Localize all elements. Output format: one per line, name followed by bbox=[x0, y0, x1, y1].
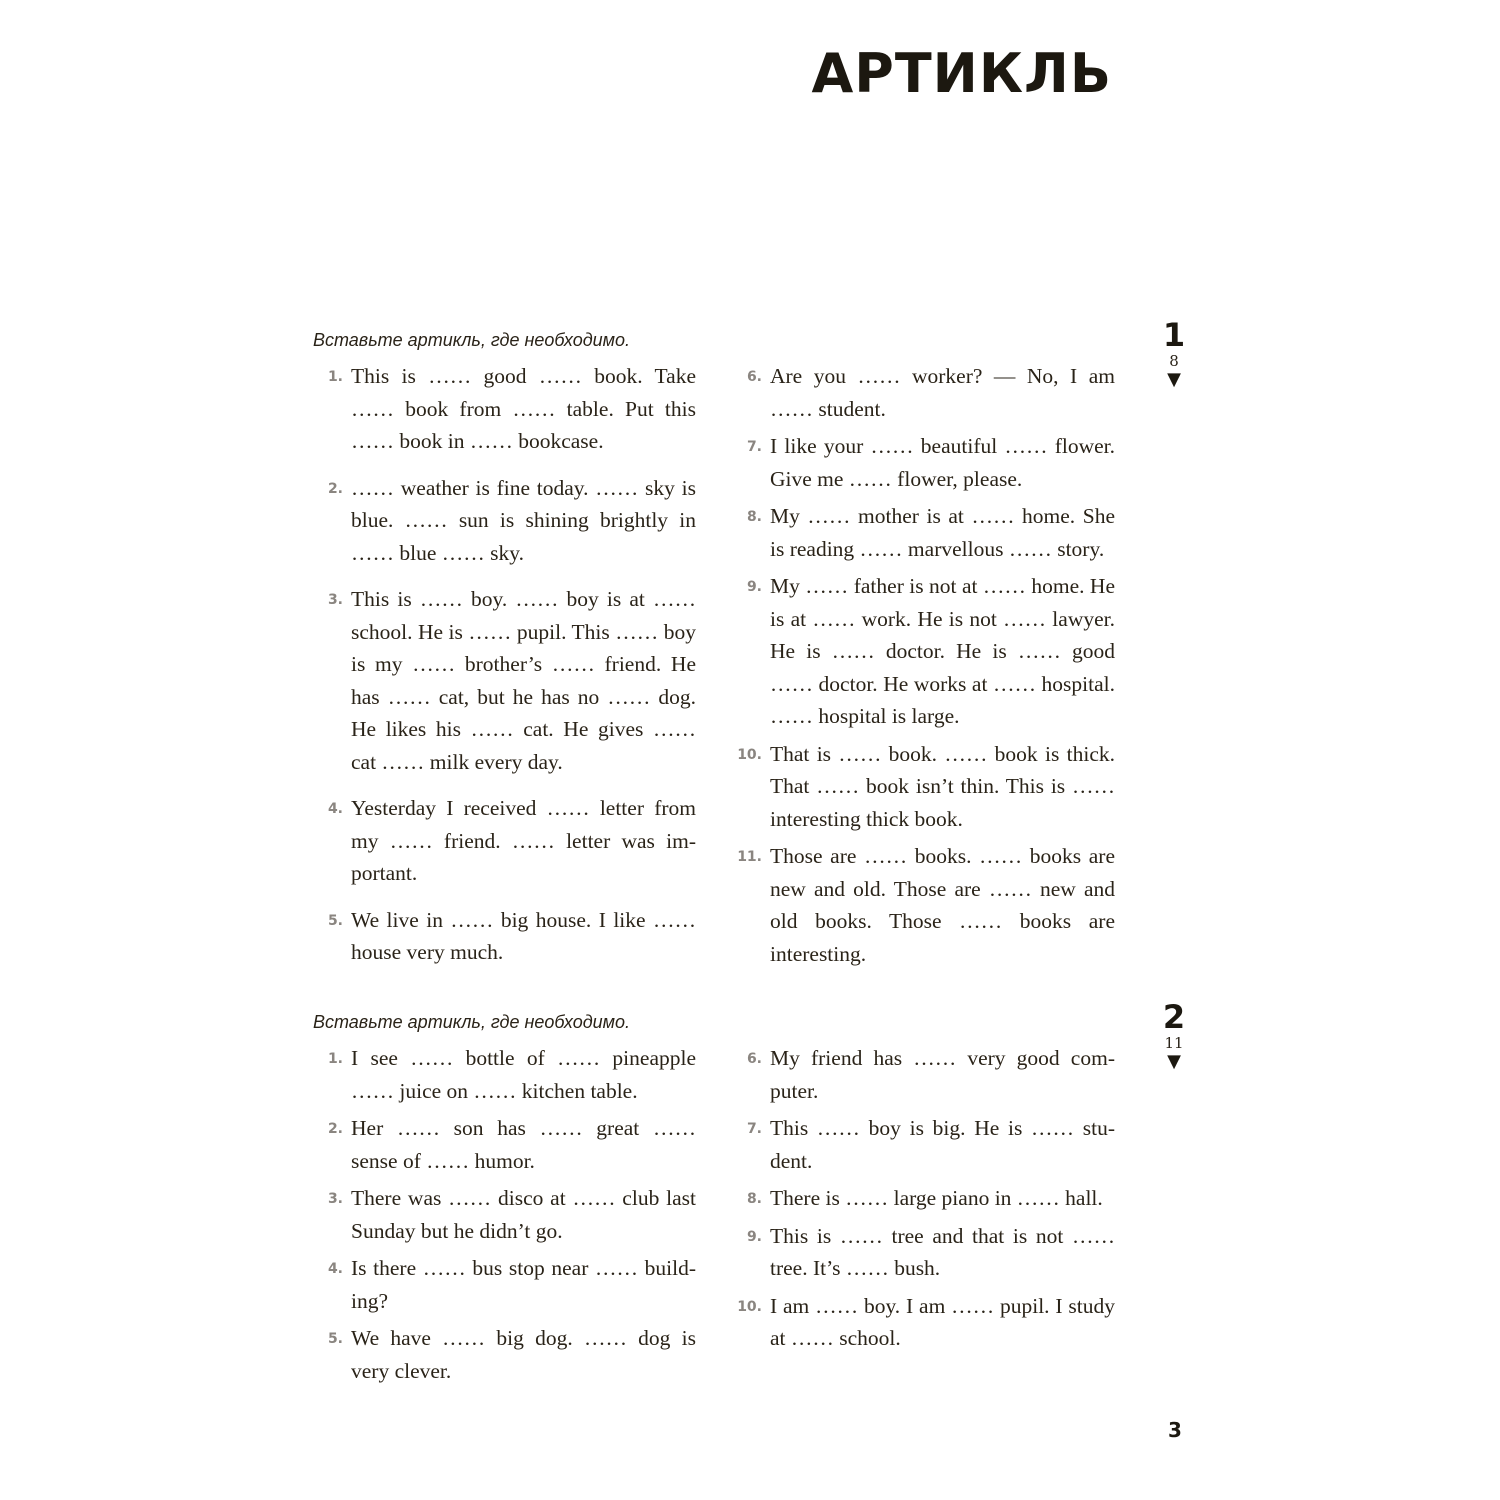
exercise-item bbox=[313, 1042, 696, 1107]
item-text: This …… boy is big. He is …… student. bbox=[770, 1116, 1115, 1173]
item-text: My friend has …… very good computer. bbox=[770, 1046, 1115, 1103]
exercise-item bbox=[313, 1112, 696, 1177]
item-number: 4. bbox=[327, 801, 343, 817]
item-number: 6. bbox=[746, 1051, 762, 1067]
exercise-item bbox=[313, 1322, 696, 1387]
item-text: We live in …… big house. I like …… house very much. bbox=[351, 907, 696, 964]
item-text: Are you …… worker? — No, I am …… student. bbox=[770, 364, 1115, 421]
item-text: Is there …… bus stop near …… building? bbox=[351, 1256, 696, 1313]
exercise-item bbox=[732, 500, 1115, 565]
item-number: 6. bbox=[746, 369, 762, 385]
page-title: АРТИКЛЬ bbox=[811, 42, 1112, 105]
exercise-item bbox=[732, 738, 1115, 836]
exercise-item bbox=[313, 583, 696, 778]
exercise-instruction: Вставьте артикль, где необходимо. bbox=[313, 1012, 631, 1032]
item-text: I see …… bottle of …… pineapple …… juice on …… kitchen table. bbox=[351, 1046, 696, 1103]
item-text: Those are …… books. …… books are new and old. Those are …… new and old books. Those …… books are interesting. bbox=[770, 844, 1115, 966]
exercise-item bbox=[313, 1252, 696, 1317]
exercise-item bbox=[732, 1042, 1115, 1107]
exercise-item bbox=[732, 1182, 1115, 1215]
item-text: Her …… son has …… great …… sense of …… humor. bbox=[351, 1116, 696, 1173]
item-number: 2. bbox=[327, 480, 343, 497]
item-text: This is …… tree and that is not …… tree. It’s …… bush. bbox=[770, 1223, 1115, 1280]
item-number: 9. bbox=[746, 579, 762, 595]
exercise-items-left-column bbox=[313, 1042, 696, 1392]
item-text: This is …… boy. …… boy is at …… school. He is …… pupil. This …… boy is my …… brother’s …… friend. He has …… cat, but he has no …… dog. He likes his …… cat. He gives …… cat …… milk every day. bbox=[351, 587, 696, 774]
item-text: There was …… disco at …… club last Sunday but he didn’t go. bbox=[351, 1186, 696, 1243]
item-text: My …… father is not at …… home. He is at …… work. He is not …… lawyer. He is …… doctor. He is …… good …… doctor. He works at …… hospital. …… hospital is large. bbox=[770, 574, 1115, 728]
exercise-item bbox=[732, 1220, 1115, 1285]
exercise-item bbox=[732, 430, 1115, 495]
exercise-item bbox=[313, 904, 696, 969]
item-text: This is …… good …… book. Take …… book from …… table. Put this …… book in …… bookcase. bbox=[351, 364, 696, 453]
exercise-items-right-column bbox=[732, 1042, 1115, 1360]
exercise-item bbox=[313, 1182, 696, 1247]
item-text: I am …… boy. I am …… pupil. I study at …… school. bbox=[770, 1293, 1115, 1350]
exercise-item bbox=[732, 840, 1115, 970]
item-number: 5. bbox=[327, 912, 343, 929]
exercise-item bbox=[313, 472, 696, 570]
item-number: 8. bbox=[746, 509, 762, 525]
item-number: 10. bbox=[737, 1298, 762, 1315]
arrow-down-icon: ▼ bbox=[1167, 369, 1181, 390]
exercise-items-right-column bbox=[732, 360, 1115, 975]
item-number: 2. bbox=[327, 1121, 343, 1137]
exercise-number: 1 bbox=[1162, 316, 1186, 354]
item-text: That is …… book. …… book is thick. That …… book isn’t thin. This is …… interesting thick book. bbox=[770, 741, 1115, 831]
item-number: 3. bbox=[327, 1191, 343, 1207]
item-number: 8. bbox=[746, 1191, 762, 1207]
item-number: 10. bbox=[737, 746, 762, 763]
page-number: 3 bbox=[1168, 1418, 1182, 1442]
item-text: …… weather is fine today. …… sky is blue. …… sun is shining brightly in …… blue …… sky. bbox=[351, 475, 696, 565]
exercise-item-count: 11 bbox=[1164, 1034, 1184, 1052]
item-text: We have …… big dog. …… dog is very clever. bbox=[351, 1326, 696, 1383]
arrow-down-icon: ▼ bbox=[1167, 1051, 1181, 1072]
exercise-item bbox=[313, 792, 696, 890]
exercise-item bbox=[732, 570, 1115, 733]
exercise-item bbox=[732, 360, 1115, 425]
item-text: Yesterday I received …… letter from my …… friend. …… letter was important. bbox=[351, 796, 696, 885]
exercise-items-left-column bbox=[313, 360, 696, 983]
item-number: 11. bbox=[737, 849, 762, 865]
item-number: 1. bbox=[327, 1051, 343, 1067]
item-number: 9. bbox=[746, 1228, 762, 1245]
exercise-number: 2 bbox=[1162, 998, 1186, 1036]
item-number: 7. bbox=[746, 1121, 762, 1137]
item-number: 1. bbox=[327, 369, 343, 385]
item-text: My …… mother is at …… home. She is reading …… marvellous …… story. bbox=[770, 504, 1115, 561]
item-number: 4. bbox=[327, 1261, 343, 1277]
exercise-item bbox=[732, 1112, 1115, 1177]
item-number: 5. bbox=[327, 1331, 343, 1347]
exercise-instruction: Вставьте артикль, где необходимо. bbox=[313, 330, 631, 350]
item-number: 3. bbox=[327, 592, 343, 608]
exercise-item bbox=[313, 360, 696, 458]
exercise-item-count: 8 bbox=[1169, 352, 1179, 370]
item-text: There is …… large piano in …… hall. bbox=[770, 1186, 1103, 1210]
exercise-item bbox=[732, 1290, 1115, 1355]
exercise-number-marker bbox=[1152, 318, 1196, 390]
item-number: 7. bbox=[746, 439, 762, 455]
item-text: I like your …… beautiful …… flower. Give me …… flower, please. bbox=[770, 434, 1115, 491]
exercise-number-marker bbox=[1152, 1000, 1196, 1072]
